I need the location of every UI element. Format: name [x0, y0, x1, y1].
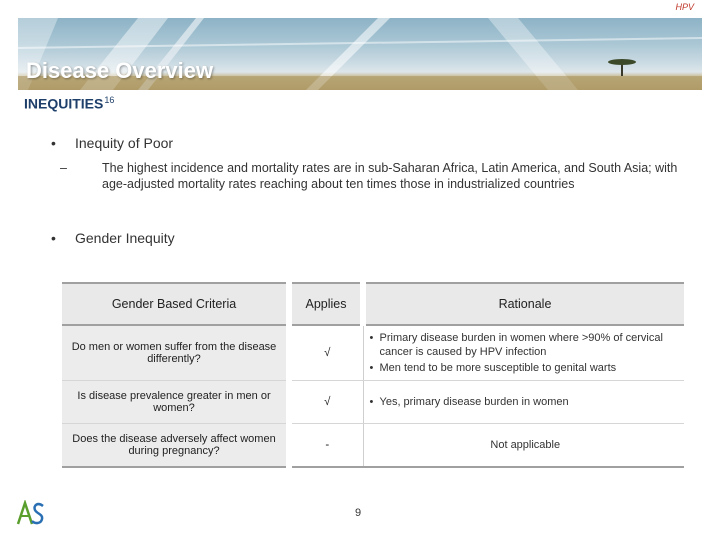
bullet-text: Inequity of Poor [75, 135, 174, 151]
header-rationale: Rationale [363, 283, 684, 325]
row-rationale [363, 325, 684, 381]
table-row [62, 325, 684, 381]
gender-criteria-table [62, 282, 684, 468]
bullet-dot: • [51, 135, 56, 151]
rationale-item: • Primary disease burden in women where >90% of cervical cancer is caused by HPV infection [368, 331, 684, 359]
banner-title: Disease Overview [26, 58, 214, 83]
bullet-text: Gender Inequity [75, 230, 175, 246]
row-applies: √ [289, 381, 363, 424]
table-row [62, 424, 684, 468]
row-criteria: Is disease prevalence greater in men or women? [62, 381, 289, 424]
banner [18, 18, 702, 90]
section-heading-reference: 16 [104, 95, 115, 105]
section-heading [24, 95, 114, 112]
sub-bullet-dash: – [60, 161, 67, 175]
table-header-row [62, 283, 684, 325]
row-criteria: Does the disease adversely affect women during pregnancy? [62, 424, 289, 468]
row-rationale [363, 381, 684, 424]
bullet-dot: • [51, 230, 56, 246]
row-criteria: Do men or women suffer from the disease differently? [62, 325, 289, 381]
rationale-item: • Yes, primary disease burden in women [368, 395, 684, 409]
as-logo [16, 500, 46, 531]
row-applies: √ [289, 325, 363, 381]
header-criteria: Gender Based Criteria [62, 283, 289, 325]
rationale-item: • Men tend to be more susceptible to genital warts [368, 361, 684, 375]
row-rationale: Not applicable [363, 424, 684, 468]
table-row [62, 381, 684, 424]
section-heading-text: INEQUITIES [24, 95, 104, 112]
bullet-inequity-of-poor [51, 135, 174, 151]
as-logo-icon [16, 500, 46, 526]
sub-bullet-text: The highest incidence and mortality rates are in sub-Saharan Africa, Latin America, and South Asia; with age-adjusted mortality rates reaching about ten times those in industrialized countries [102, 161, 678, 191]
hpv-tag: HPV [675, 2, 694, 12]
bullet-gender-inequity [51, 230, 175, 246]
header-applies: Applies [289, 283, 363, 325]
page-number: 9 [355, 507, 362, 519]
row-applies: - [289, 424, 363, 468]
sub-bullet-incidence [60, 160, 692, 192]
